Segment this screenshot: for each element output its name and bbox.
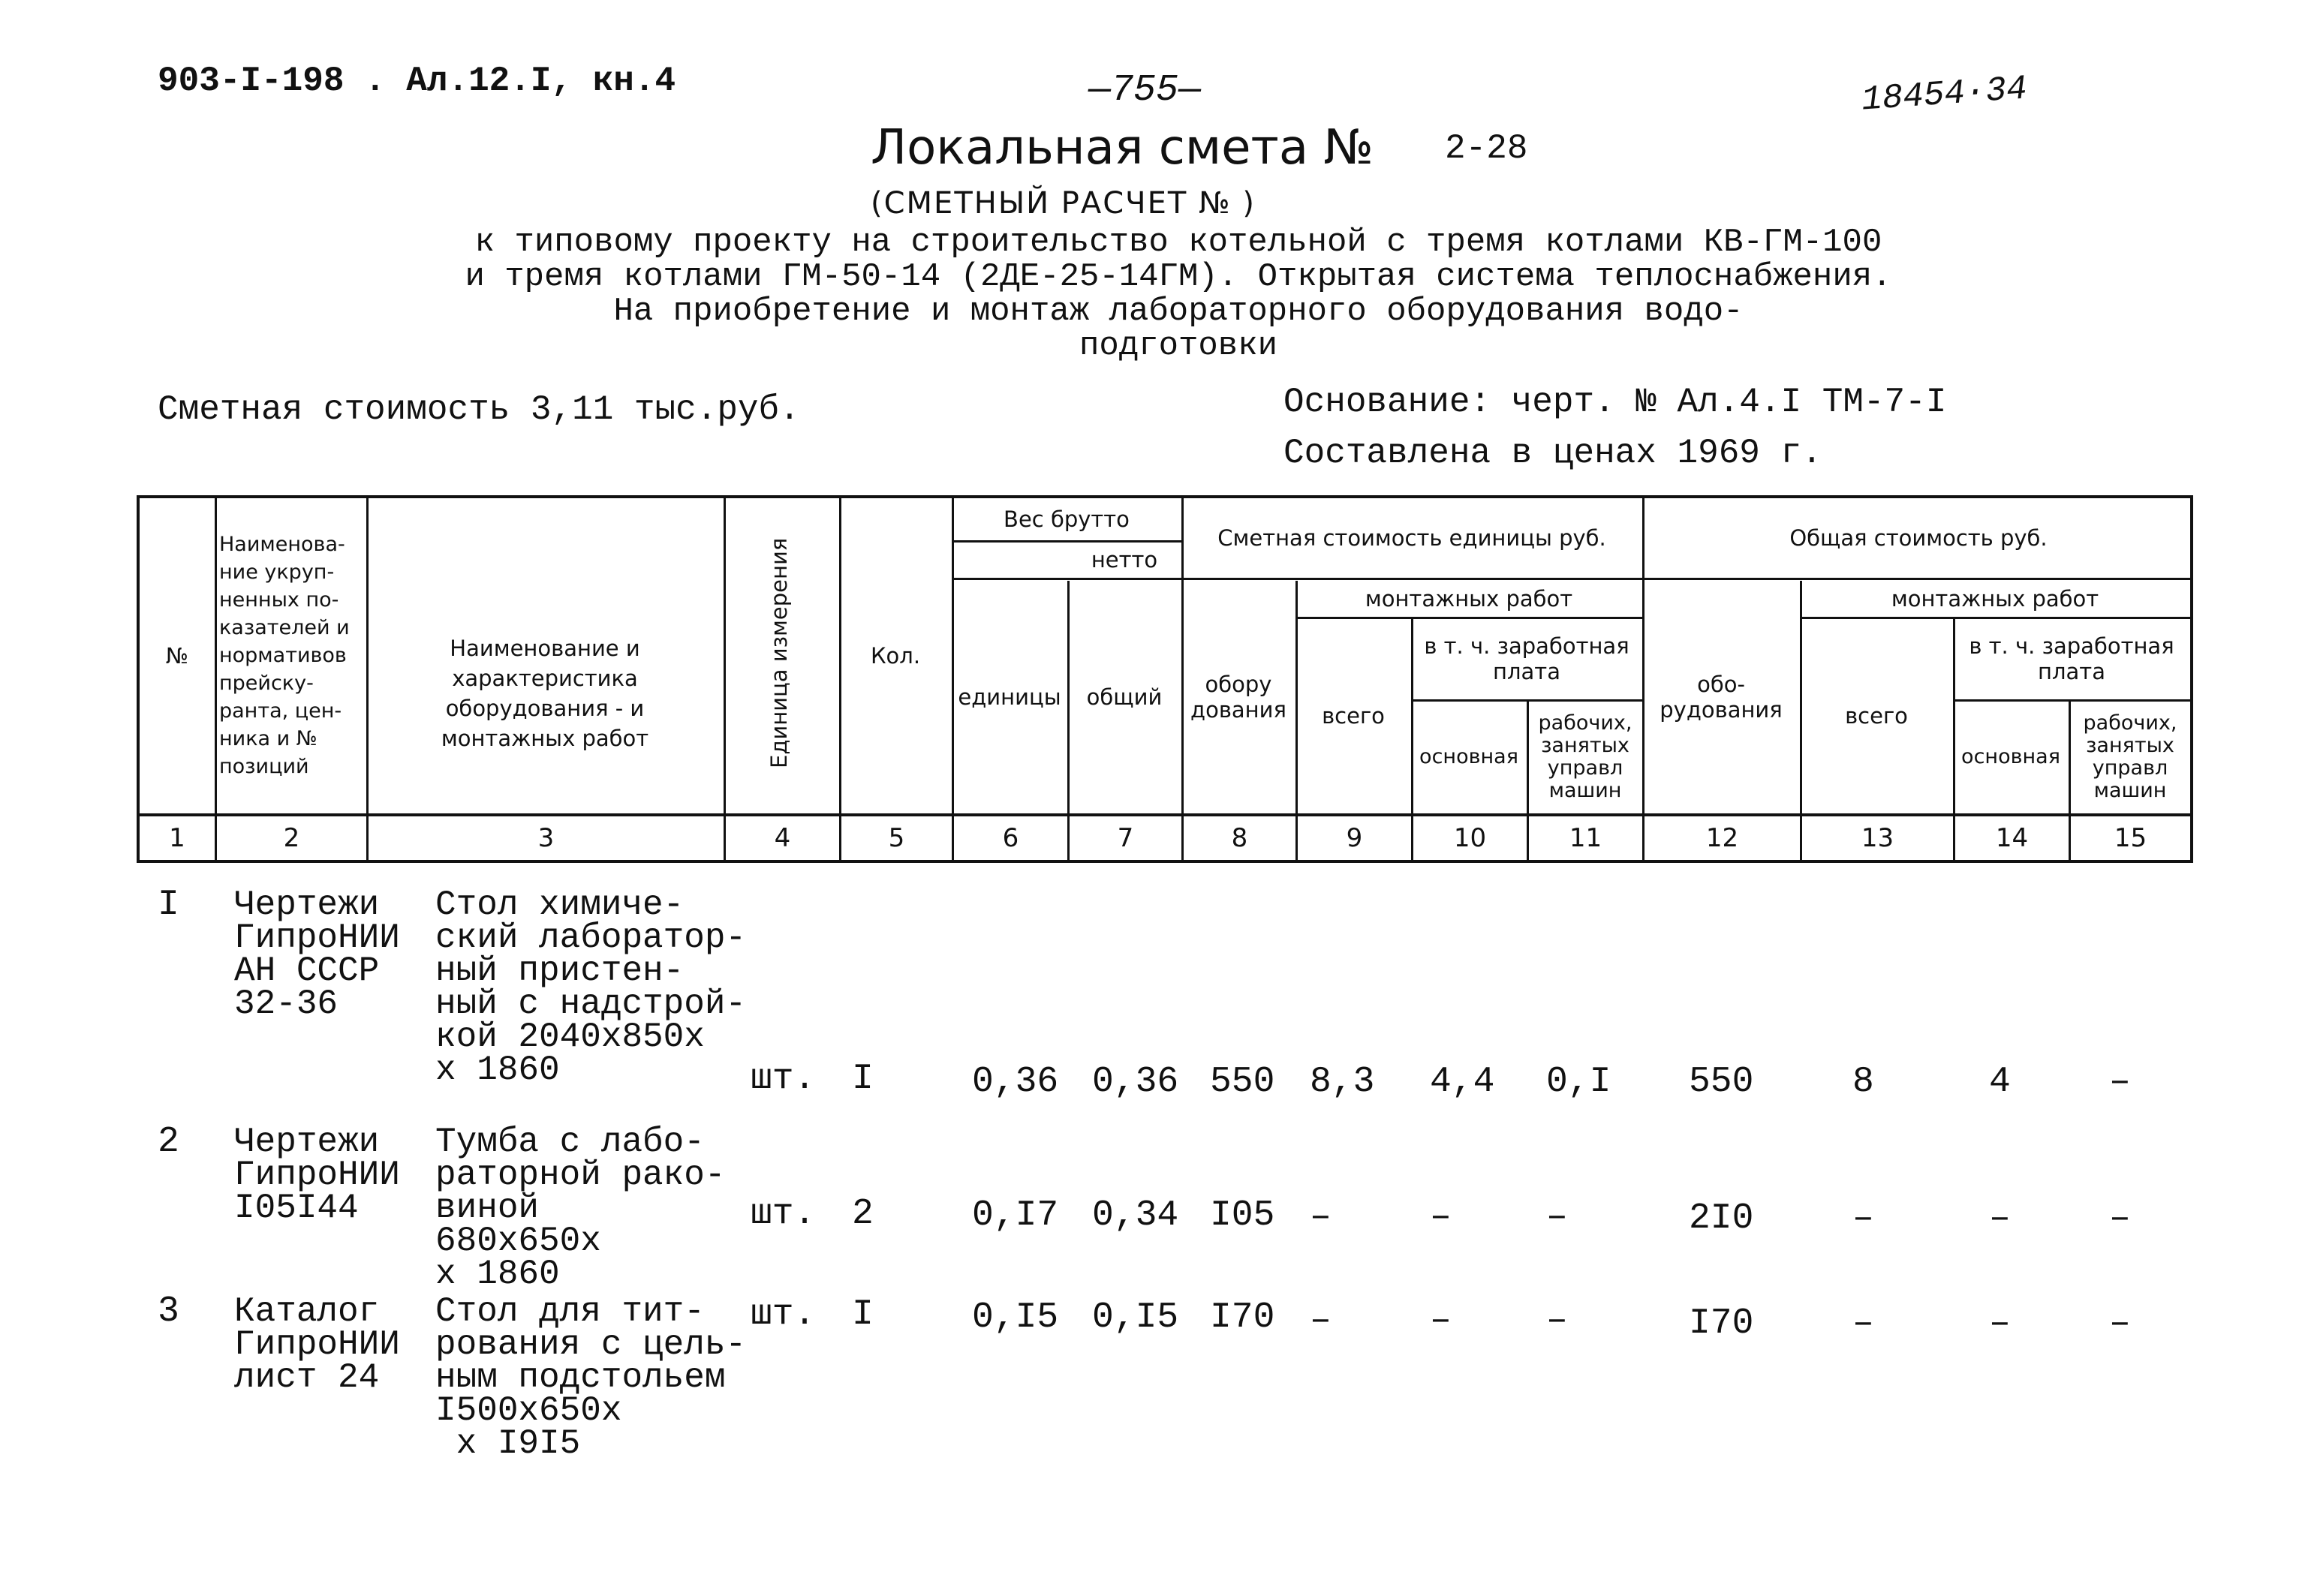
column-number: 8 — [1231, 823, 1248, 853]
page-number: —755— — [1088, 69, 1202, 112]
row-basic-wage-unit: – — [1430, 1300, 1452, 1341]
row-installation-unit-cost: – — [1310, 1197, 1332, 1237]
machine-wage-total-header: рабочих, занятых управл машин — [2083, 711, 2177, 802]
row-quantity: I — [852, 1294, 874, 1335]
row-item-name: Стол для тит- рования с цель- ным подстольем I500х650х х I9I5 — [435, 1292, 747, 1463]
equipment-unit-header: обору дования — [1190, 672, 1286, 723]
basis-reference: Основание: черт. № Ал.4.I ТМ-7-I — [1283, 383, 1947, 422]
description-line: подготовки — [1079, 327, 1278, 365]
row-unit: шт. — [751, 1059, 816, 1099]
column-number: 9 — [1346, 823, 1363, 853]
equipment-total-header: обо-рудования — [1660, 672, 1783, 723]
column-number: 5 — [888, 823, 905, 853]
row-equipment-total: 2I0 — [1689, 1198, 1754, 1239]
installation-unit-total-header: всего — [1322, 703, 1385, 729]
column-number: 13 — [1861, 823, 1894, 853]
row-number: 3 — [158, 1291, 179, 1332]
row-installation-unit-cost: – — [1310, 1300, 1332, 1341]
row-equipment-unit-cost: 550 — [1210, 1062, 1275, 1102]
row-basic-wage-unit: – — [1430, 1197, 1452, 1237]
row-quantity: I — [852, 1059, 874, 1099]
description-line: к типовому проекту на строительство котельной с тремя котлами КВ-ГМ-100 — [474, 224, 1882, 261]
row-basic-wage-total: – — [1989, 1303, 2011, 1344]
row-equipment-unit-cost: I70 — [1210, 1297, 1275, 1338]
column-number: 14 — [1995, 823, 2029, 853]
row-machine-wage-unit: – — [1546, 1300, 1568, 1341]
column-number: 6 — [1002, 823, 1019, 853]
col-norms-header: Наименова-ние укруп-ненных по-казателей и нормативов прейску-ранта, цен-ника и № позиций — [219, 532, 350, 778]
project-description — [315, 225, 2042, 363]
col-unit-header: Единица измерения — [766, 537, 792, 768]
document-subtitle: (СМЕТНЫЙ РАСЧЕТ № ) — [871, 186, 1256, 221]
col-name-header: Наименование и характеристика оборудования - и монтажных работ — [441, 636, 649, 751]
row-basic-wage-total: – — [1989, 1198, 2011, 1239]
estimate-number: 2-28 — [1445, 129, 1528, 168]
col-qty-header: Кол. — [870, 643, 921, 669]
row-item-name: Стол химиче- ский лаборатор- ный пристен- ный с надстрой- кой 2040х850х х 1860 — [435, 885, 747, 1090]
row-machine-wage-unit: 0,I — [1546, 1062, 1611, 1102]
column-number: 12 — [1705, 823, 1739, 853]
row-installation-unit-cost: 8,3 — [1310, 1062, 1375, 1102]
row-unit: шт. — [751, 1194, 816, 1234]
weight-net-header: нетто — [1091, 547, 1158, 573]
row-equipment-total: 550 — [1689, 1062, 1754, 1102]
estimated-cost: Сметная стоимость 3,11 тыс.руб. — [158, 390, 800, 429]
column-number: 10 — [1453, 823, 1487, 853]
installation-unit-header: монтажных работ — [1365, 586, 1573, 612]
row-unit: шт. — [751, 1294, 816, 1335]
weight-unit-header: единицы — [958, 684, 1061, 710]
row-installation-total: – — [1852, 1198, 1874, 1239]
document-code: 903-I-198 . Ал.12.I, кн.4 — [158, 62, 676, 101]
row-equipment-total: I70 — [1689, 1303, 1754, 1344]
row-machine-wage-total: – — [2109, 1062, 2131, 1102]
total-cost-group-header: Общая стоимость руб. — [1789, 525, 2048, 551]
grid-line — [724, 498, 726, 860]
row-weight-unit: 0,36 — [972, 1062, 1059, 1102]
row-norm-reference: Каталог ГипроНИИ лист 24 — [234, 1292, 400, 1397]
row-norm-reference: Чертежи ГипроНИИ АН СССР 32-36 — [234, 885, 400, 1023]
installation-total-header: монтажных работ — [1891, 586, 2099, 612]
weight-group-header: Вес брутто — [1004, 506, 1130, 532]
unit-cost-group-header: Сметная стоимость единицы руб. — [1217, 525, 1606, 551]
weight-total-header: общий — [1086, 684, 1163, 710]
basic-wage-total-header: основная — [1961, 745, 2060, 768]
column-number: 3 — [537, 823, 555, 853]
prices-year: Составлена в ценах 1969 г. — [1283, 434, 1822, 473]
column-number: 7 — [1117, 823, 1134, 853]
wage-unit-header: в т. ч. заработная плата — [1424, 633, 1629, 684]
row-weight-total: 0,I5 — [1092, 1297, 1179, 1338]
machine-wage-unit-header: рабочих, занятых управл машин — [1538, 711, 1632, 802]
archive-number: 18454·34 — [1860, 69, 2029, 120]
wage-total-header: в т. ч. заработная плата — [1969, 633, 2174, 684]
grid-line — [952, 578, 2190, 580]
row-weight-unit: 0,I7 — [972, 1195, 1059, 1236]
row-weight-unit: 0,I5 — [972, 1297, 1059, 1338]
column-number: 11 — [1569, 823, 1602, 853]
row-number: I — [158, 885, 179, 925]
row-weight-total: 0,34 — [1092, 1195, 1179, 1236]
column-number: 2 — [283, 823, 300, 853]
estimate-table-header — [137, 495, 2193, 863]
document-title: Локальная смета № — [871, 120, 1374, 176]
row-machine-wage-unit: – — [1546, 1197, 1568, 1237]
row-machine-wage-total: – — [2109, 1303, 2131, 1344]
row-installation-total: 8 — [1852, 1062, 1874, 1102]
row-number: 2 — [158, 1122, 179, 1162]
column-number: 15 — [2114, 823, 2147, 853]
installation-total-all-header: всего — [1845, 703, 1908, 729]
grid-line — [366, 498, 369, 860]
description-line: и тремя котлами ГМ-50-14 (2ДЕ-25-14ГМ). Открытая система теплоснабжения. — [465, 258, 1892, 296]
column-number: 1 — [169, 823, 185, 853]
col-no-header: № — [165, 643, 189, 669]
row-basic-wage-total: 4 — [1989, 1062, 2011, 1102]
row-item-name: Тумба с лабо- раторной рако- виной 680х650х х 1860 — [435, 1123, 726, 1294]
row-basic-wage-unit: 4,4 — [1430, 1062, 1495, 1102]
column-number: 4 — [774, 823, 791, 853]
row-machine-wage-total: – — [2109, 1198, 2131, 1239]
row-weight-total: 0,36 — [1092, 1062, 1179, 1102]
basic-wage-unit-header: основная — [1419, 745, 1518, 768]
row-norm-reference: Чертежи ГипроНИИ I05I44 — [234, 1123, 400, 1228]
grid-line — [215, 498, 217, 860]
row-equipment-unit-cost: I05 — [1210, 1195, 1275, 1236]
row-quantity: 2 — [852, 1194, 874, 1234]
description-line: На приобретение и монтаж лабораторного оборудования водо- — [613, 293, 1744, 330]
row-installation-total: – — [1852, 1303, 1874, 1344]
